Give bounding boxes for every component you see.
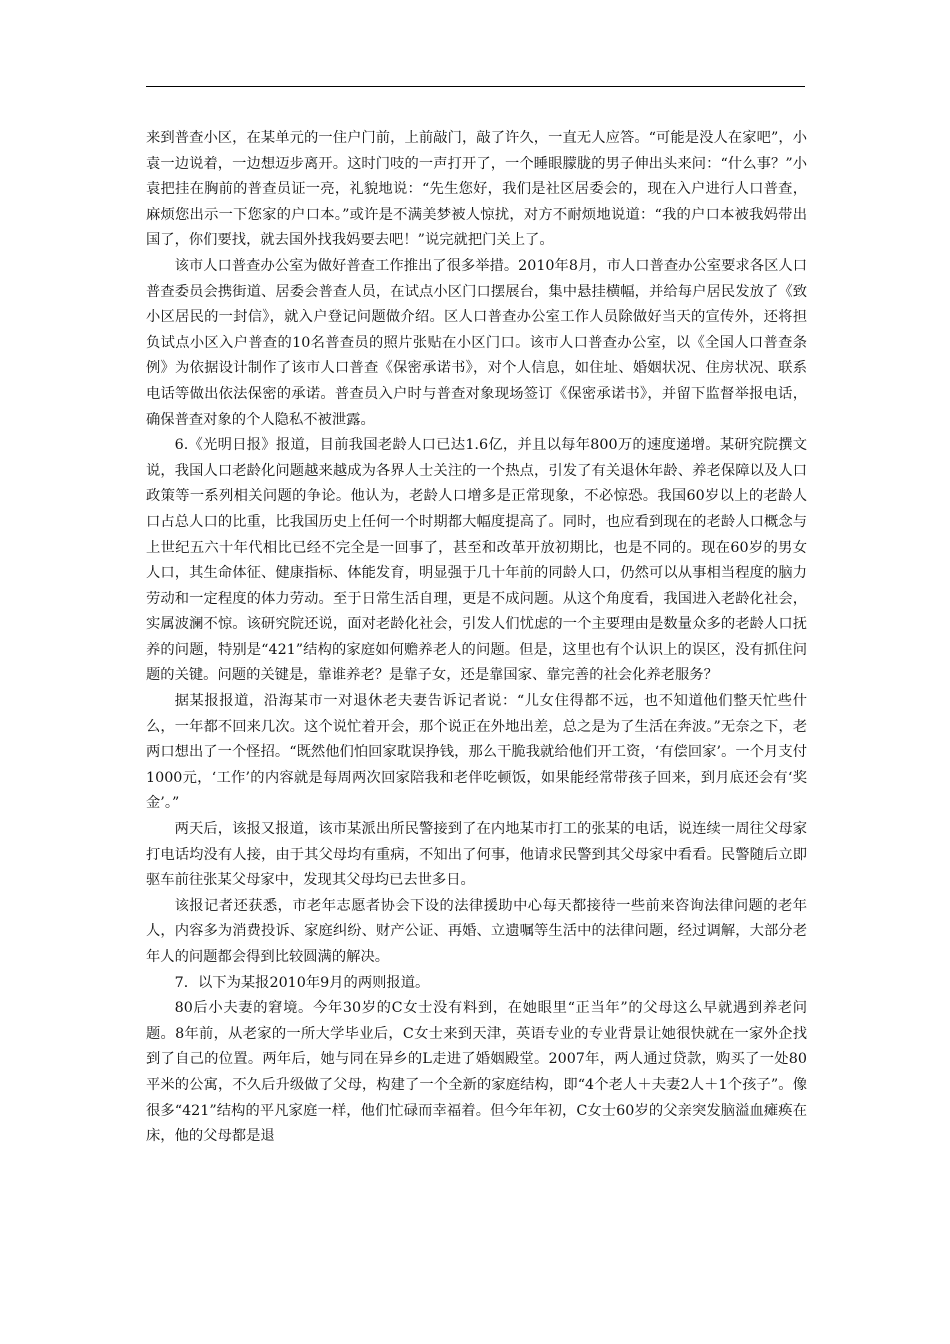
paragraph-question-7-intro: 7．以下为某报2010年9月的两则报道。	[174, 974, 430, 991]
paragraph-legal-aid: 该报记者还获悉，市老年志愿者协会下设的法律援助中心每天都接待一些前来咨询法律问题的老年人，内容多为消费投诉、家庭纠纷、财产公证、再婚、立遗嘱等生活中的法律问题，经过调解，大部分老年人的问题都会得到比较圆满的解决。	[146, 897, 807, 965]
header-rule	[146, 86, 805, 87]
paragraph-census-office-measures: 该市人口普查办公室为做好普查工作推出了很多举措。2010年8月，市人口普查办公室要求各区人口普查委员会携街道、居委会普查人员，在试点小区门口摆展台，集中悬挂横幅，并给每户居民发放了《致小区居民的一封信》，就入户登记问题做介绍。区人口普查办公室工作人员除做好当天的宣传外，还将担负试点小区入户普查的10名普查员的照片张贴在小区门口。该市人口普查办公室，以《全国人口普查条例》为依据设计制作了该市人口普查《保密承诺书》，对个人信息，如住址、婚姻状况、住房状况、联系电话等做出依法保密的承诺。普查员入户时与普查对象现场签订《保密承诺书》，并留下监督举报电话，确保普查对象的个人隐私不被泄露。	[146, 257, 807, 428]
paragraph-post80s-couple: 80后小夫妻的窘境。今年30岁的C女士没有料到，在她眼里“正当年”的父母这么早就遇到养老问题。8年前，从老家的一所大学毕业后，C女士来到天津，英语专业的专业背景让她很快就在一家外企找到了自己的位置。两年后，她与同在异乡的L走进了婚姻殿堂。2007年，两人通过贷款，购买了一处80平米的公寓，不久后升级做了父母，构建了一个全新的家庭结构，即“4个老人＋夫妻2人＋1个孩子”。像很多“421”结构的平凡家庭一样，他们忙碌而幸福着。但今年年初，C女士60岁的父亲突发脑溢血瘫痪在床，他的父母都是退	[146, 1000, 807, 1145]
paragraph-retired-couple: 据某报报道，沿海某市一对退休老夫妻告诉记者说：“儿女住得都不远，也不知道他们整天忙些什么，一年都不回来几次。这个说忙着开会，那个说正在外地出差，总之是为了生活在奔波。”无奈之下，老两口想出了一个怪招。“既然他们怕回家耽误挣钱，那么干脆我就给他们开工资，‘有偿回家’。一个月支付1000元，‘工作’的内容就是每周两次回家陪我和老伴吃顿饭，如果能经常带孩子回来，到月底还会有‘奖金’。”	[146, 693, 807, 812]
paragraph-census-door-visit: 来到普查小区，在某单元的一住户门前，上前敲门，敲了许久，一直无人应答。“可能是没人在家吧”，小袁一边说着，一边想迈步离开。这时门吱的一声打开了，一个睡眼朦胧的男子伸出头来问：“什么事？”小袁把挂在胸前的普查员证一亮，礼貌地说：“先生您好，我们是社区居委会的，现在入户进行人口普查，麻烦您出示一下您家的户口本。”或许是不满美梦被人惊扰，对方不耐烦地说道：“我的户口本被我妈带出国了，你们要找，就去国外找我妈要去吧！”说完就把门关上了。	[146, 130, 807, 249]
document-body	[146, 126, 807, 1150]
paragraph-question-6-aging: 6.《光明日报》报道，目前我国老龄人口已达1.6亿，并且以每年800万的速度递增。某研究院撰文说，我国人口老龄化问题越来越成为各界人士关注的一个热点，引发了有关退休年龄、养老保障以及人口政策等一系列相关问题的争论。他认为，老龄人口增多是正常现象，不必惊恐。我国60岁以上的老龄人口占总人口的比重，比我国历史上任何一个时期都大幅度提高了。同时，也应看到现在的老龄人口概念与上世纪五六十年代相比已经不完全是一回事了，甚至和改革开放初期比，也是不同的。现在60岁的男女人口，其生命体征、健康指标、体能发育，明显强于几十年前的同龄人口，仍然可以从事相当程度的脑力劳动和一定程度的体力劳动。至于日常生活自理，更是不成问题。从这个角度看，我国进入老龄化社会，实属波澜不惊。该研究院还说，面对老龄化社会，引发人们忧虑的一个主要理由是数量众多的老龄人口抚养的问题，特别是“421”结构的家庭如何赡养老人的问题。但是，这里也有个认识上的误区，没有抓住问题的关键。问题的关键是，靠谁养老？是靠子女，还是靠国家、靠完善的社会化养老服务？	[146, 437, 807, 684]
paragraph-police-report: 两天后，该报又报道，该市某派出所民警接到了在内地某市打工的张某的电话，说连续一周往父母家打电话均没有人接，由于其父母均有重病，不知出了何事，他请求民警到其父母家中看看。民警随后立即驱车前往张某父母家中，发现其父母均已去世多日。	[146, 821, 807, 889]
